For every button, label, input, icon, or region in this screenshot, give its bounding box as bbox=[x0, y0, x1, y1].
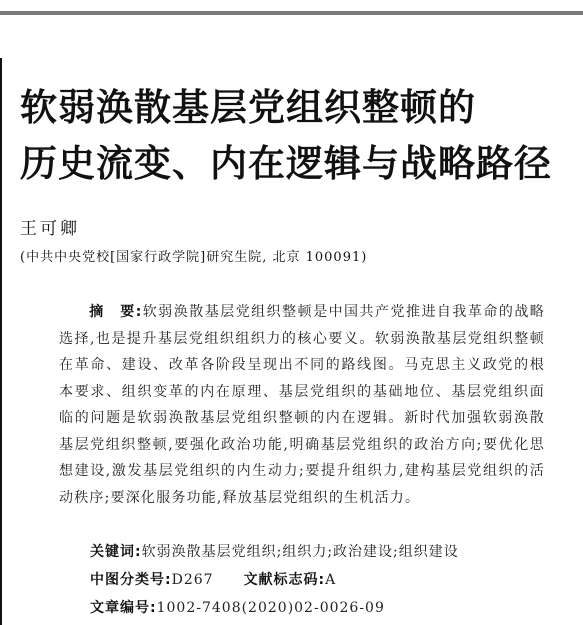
left-margin-rule bbox=[0, 58, 2, 625]
header-rule bbox=[0, 11, 583, 15]
article-number-line bbox=[90, 597, 385, 617]
doc-code-label: 文献标志码: bbox=[243, 572, 326, 588]
article-title bbox=[20, 80, 580, 192]
keywords-text: 软弱涣散基层党组织;组织力;政治建设;组织建设 bbox=[141, 544, 459, 560]
abstract bbox=[59, 299, 545, 511]
classification-value: D267 bbox=[171, 572, 214, 588]
title-line-2: 历史流变、内在逻辑与战略路径 bbox=[20, 142, 552, 185]
keywords-label: 关键词: bbox=[90, 544, 142, 560]
top-bar bbox=[0, 0, 583, 11]
article-number-label: 文章编号: bbox=[90, 600, 157, 616]
abstract-text: 软弱涣散基层党组织整顿是中国共产党推进自我革命的战略选择,也是提升基层党组织组织力的核心要义。软弱涣散基层党组织整顿在革命、建设、改革各阶段呈现出不同的路线图。马克思主义政党的根本要求、组织变革的内在原理、基层党组织的基础地位、基层党组织面临的问题是软弱涣散基层党组织整顿的内在逻辑。新时代加强软弱涣散基层党组织整顿,要强化政治功能,明确基层党组织的政治方向;要优化思想建设,激发基层党组织的内生动力;要提升组织力,建构基层党组织的活动秩序;要深化服务功能,释放基层党组织的生机活力。 bbox=[59, 304, 546, 506]
author-name: 王可卿 bbox=[20, 219, 80, 239]
title-line-1: 软弱涣散基层党组织整顿的 bbox=[20, 86, 476, 129]
article-number-value: 1002-7408(2020)02-0026-09 bbox=[156, 600, 385, 616]
doc-code-value: A bbox=[325, 572, 337, 588]
keywords-line bbox=[90, 541, 459, 561]
classification-label: 中图分类号: bbox=[90, 572, 172, 588]
abstract-label: 摘 要: bbox=[89, 304, 143, 320]
classification-line bbox=[90, 569, 336, 589]
author-affiliation: (中共中央党校[国家行政学院]研究生院, 北京 100091) bbox=[20, 250, 368, 265]
